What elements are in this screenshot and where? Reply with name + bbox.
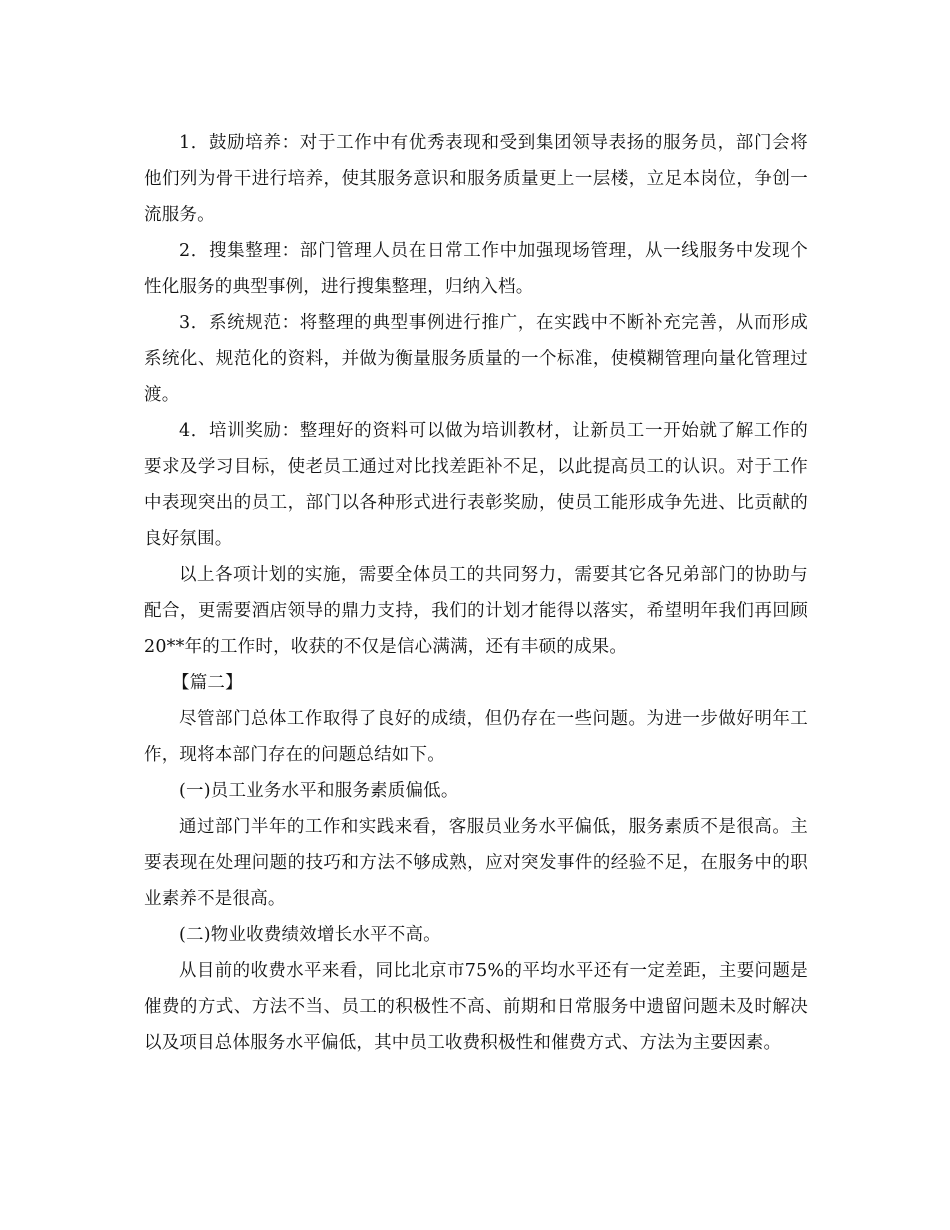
subheading-staff-quality: (一)员工业务水平和服务素质偏低。: [179, 781, 459, 801]
paragraph-system-standardize: 3．系统规范：将整理的典型事例进行推广，在实践中不断补充完善，从而形成系统化、规范化的资料，并做为衡量服务质量的一个标准，使模糊管理向量化管理过渡。: [144, 313, 808, 405]
paragraph-section-intro: 尽管部门总体工作取得了良好的成绩，但仍存在一些问题。为进一步做好明年工作，现将本部门存在的问题总结如下。: [144, 709, 808, 765]
document-page: [144, 125, 808, 1061]
paragraph-plan-implementation: 以上各项计划的实施，需要全体员工的共同努力，需要其它各兄弟部门的协助与配合，更需要酒店领导的鼎力支持，我们的计划才能得以落实，希望明年我们再回顾20**年的工作时，收获的不仅是信心满满，还有丰硕的成果。: [144, 565, 808, 657]
subheading-fee-collection: (二)物业收费绩效增长水平不高。: [179, 925, 441, 945]
paragraph-encourage-training: 1．鼓励培养：对于工作中有优秀表现和受到集团领导表扬的服务员，部门会将他们列为骨干进行培养，使其服务意识和服务质量更上一层楼，立足本岗位，争创一流服务。: [144, 133, 808, 225]
paragraph-collect-organize: 2．搜集整理：部门管理人员在日常工作中加强现场管理，从一线服务中发现个性化服务的典型事例，进行搜集整理，归纳入档。: [144, 241, 808, 297]
paragraph-staff-quality: 通过部门半年的工作和实践来看，客服员业务水平偏低，服务素质不是很高。主要表现在处理问题的技巧和方法不够成熟，应对突发事件的经验不足，在服务中的职业素养不是很高。: [144, 817, 808, 909]
section-heading: 【篇二】: [172, 673, 243, 693]
paragraph-training-rewards: 4．培训奖励：整理好的资料可以做为培训教材，让新员工一开始就了解工作的要求及学习目标，使老员工通过对比找差距补不足，以此提高员工的认识。对于工作中表现突出的员工，部门以各种形式进行表彰奖励，使员工能形成争先进、比贡献的良好氛围。: [144, 421, 808, 549]
paragraph-fee-collection: 从目前的收费水平来看，同比北京市75%的平均水平还有一定差距，主要问题是催费的方式、方法不当、员工的积极性不高、前期和日常服务中遗留问题未及时解决以及项目总体服务水平偏低，其中员工收费积极性和催费方式、方法为主要因素。: [144, 961, 808, 1053]
